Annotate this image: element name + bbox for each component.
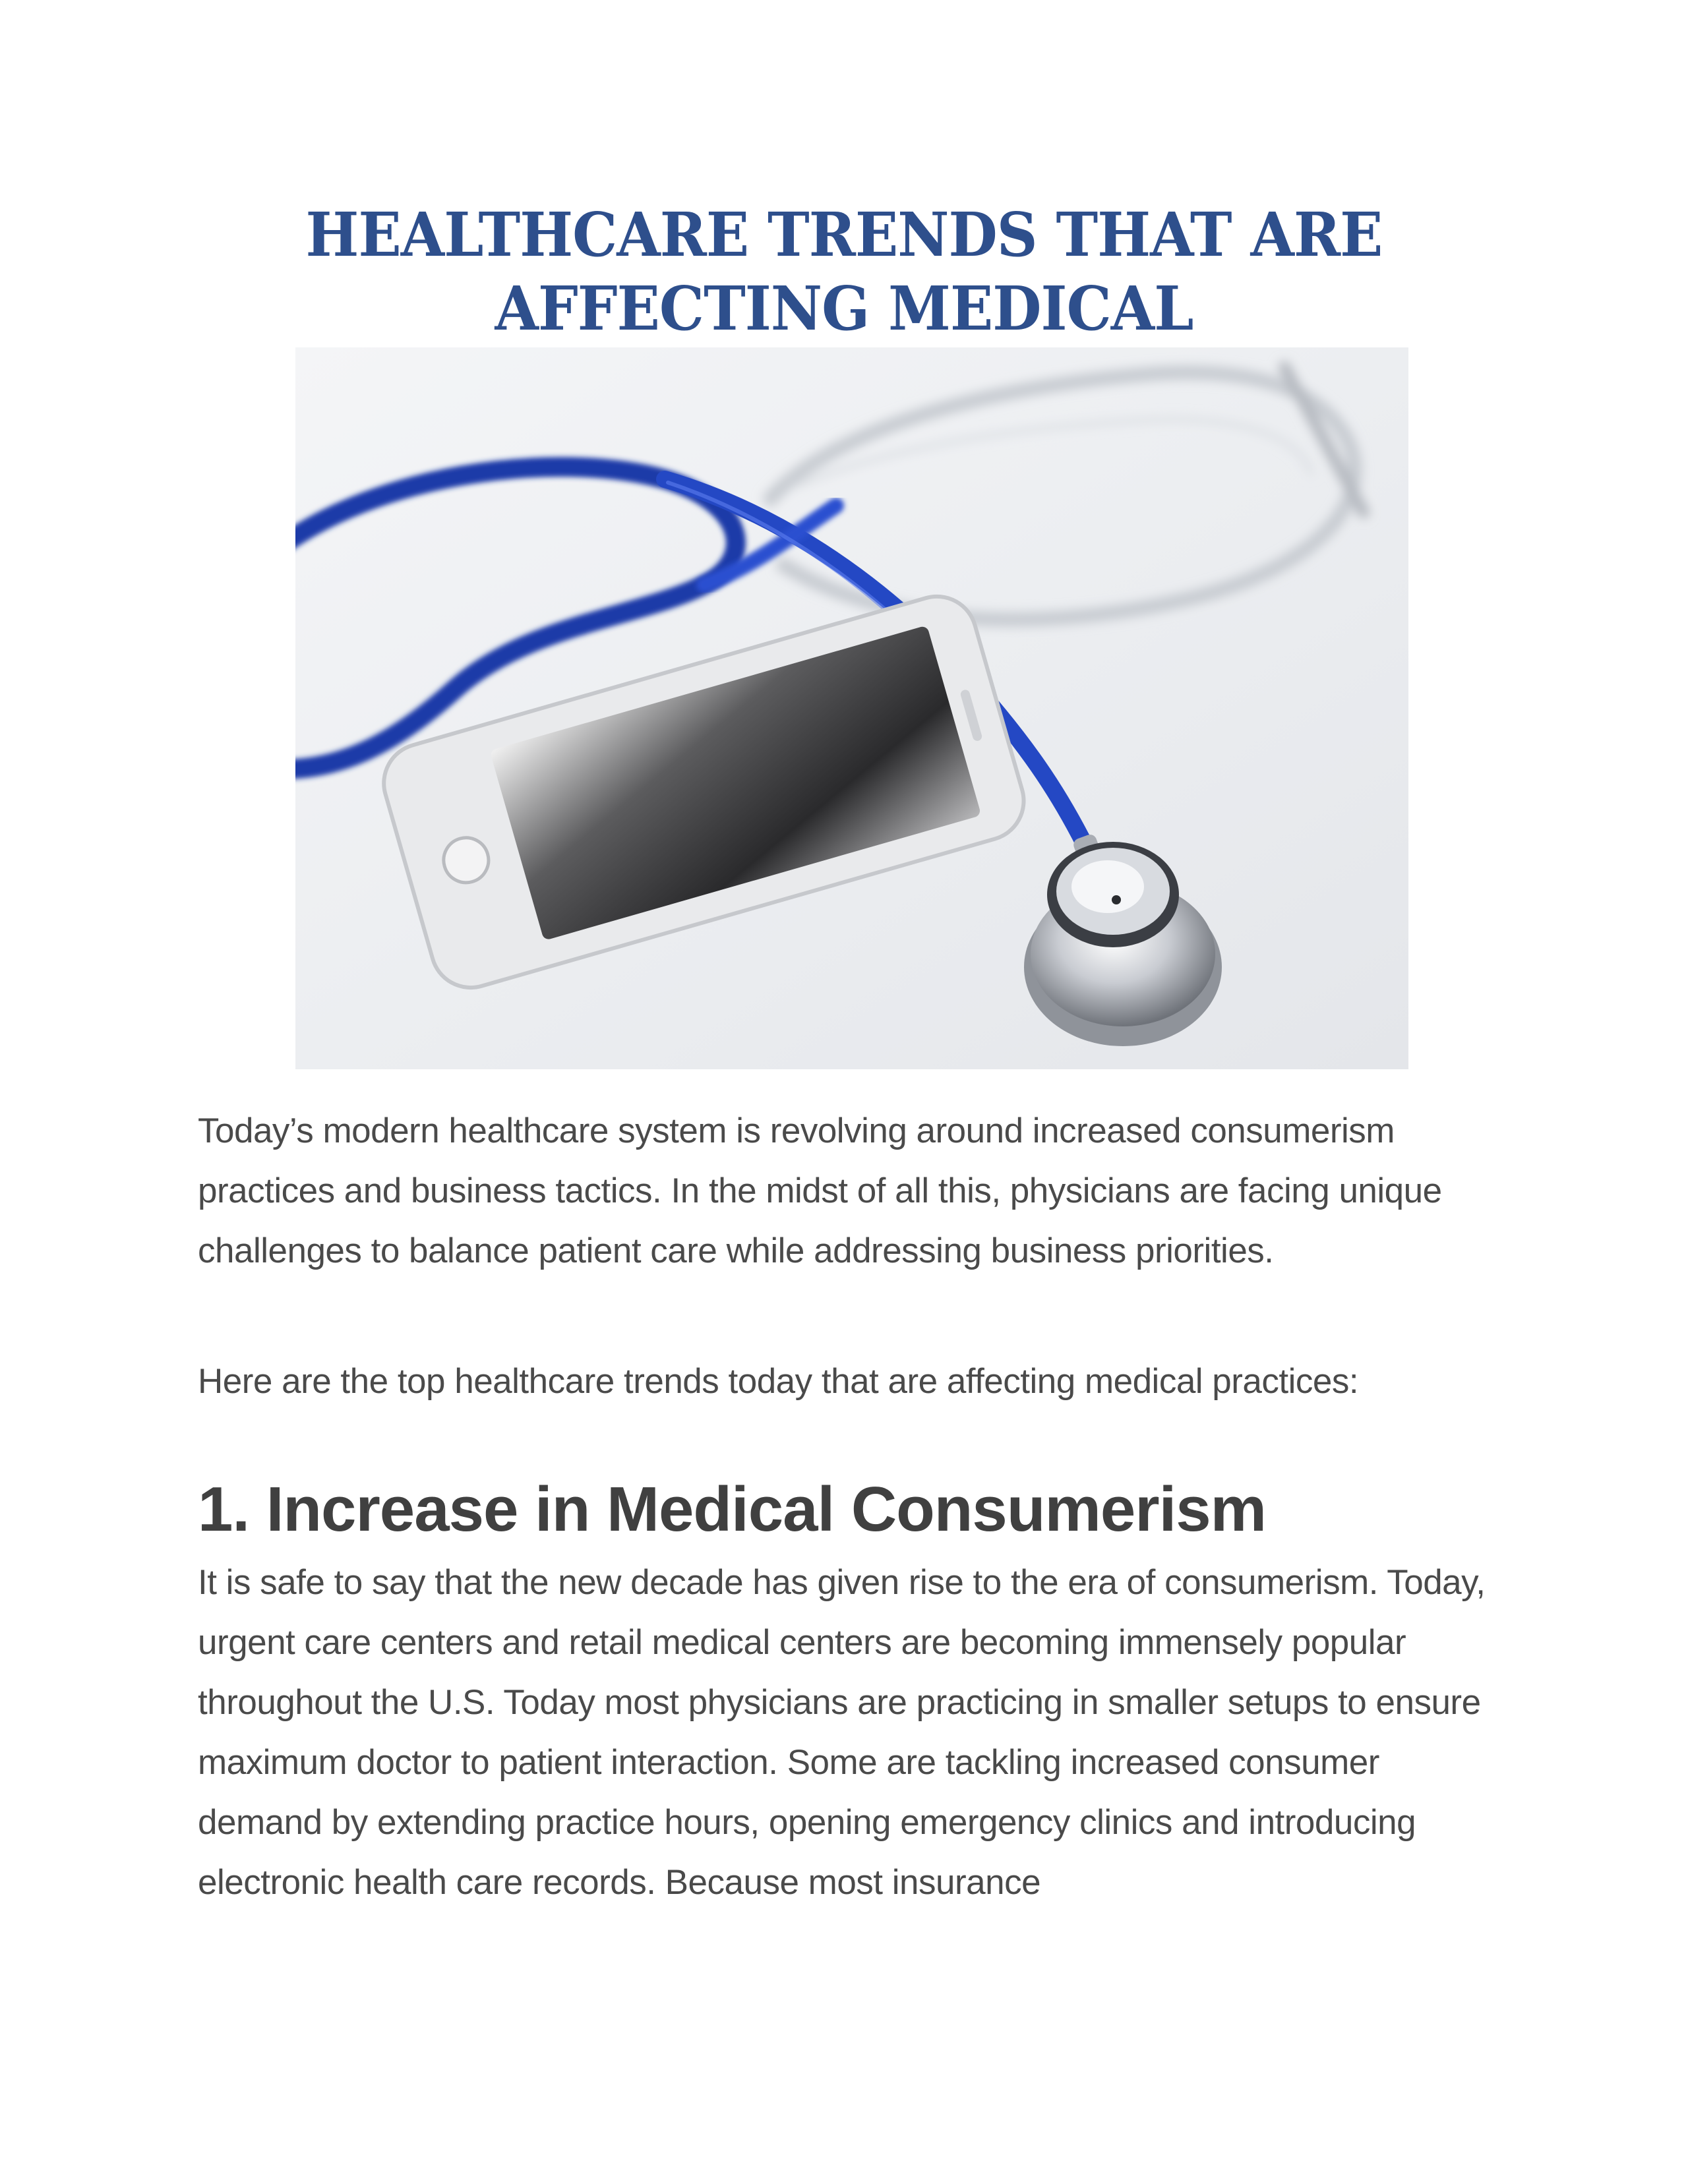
title-line-2: AFFECTING MEDICAL xyxy=(495,273,1193,344)
hero-image xyxy=(295,347,1408,1069)
section-heading: 1. Increase in Medical Consumerism xyxy=(198,1474,1266,1545)
section-paragraph: It is safe to say that the new decade has given rise to the era of consumerism. Today, urgent care centers and retail medical centers are becoming immensely popular throughout the U.S. Today most physicians are practicing in smaller setups to ensure maximum doctor to patient interaction. Some are tackling increased consumer demand by extending practice hours, opening emergency clinics and introducing electronic health care records. Because most insurance xyxy=(198,1563,1486,1902)
intro-paragraph: Today’s modern healthcare system is revolving around increased consumerism practices and business tactics. In the midst of all this, physicians are facing unique challenges to balance patient care while addressing business priorities. xyxy=(198,1111,1442,1270)
title-line-1: HEALTHCARE TRENDS THAT ARE xyxy=(305,199,1383,270)
lead-in-paragraph: Here are the top healthcare trends today that are affecting medical practices: xyxy=(198,1362,1359,1401)
stethoscope-and-smartphone-photo xyxy=(295,347,1408,1069)
